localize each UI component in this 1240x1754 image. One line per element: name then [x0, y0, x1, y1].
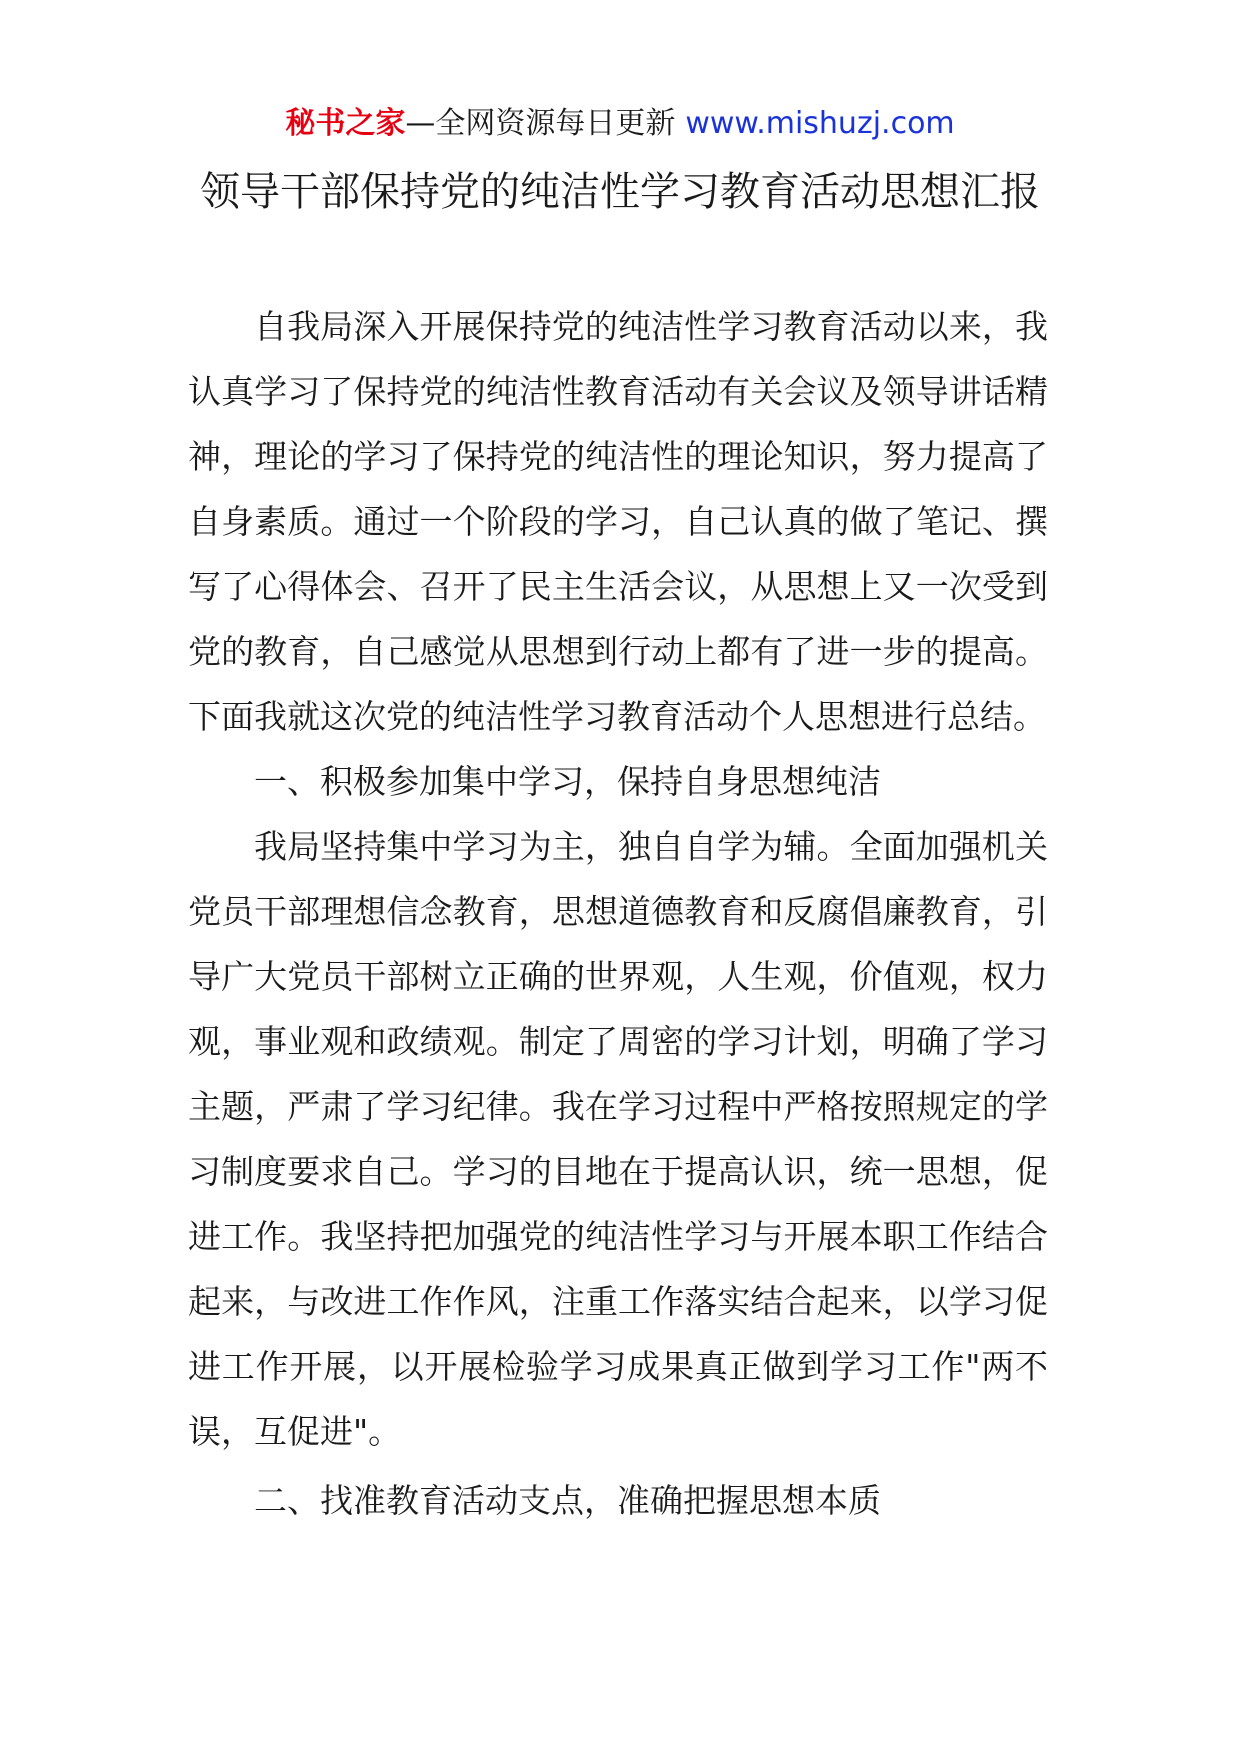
website-link[interactable]: www.mishuzj.com	[685, 106, 955, 141]
section-heading-2: 二、找准教育活动支点，准确把握思想本质	[254, 1481, 881, 1520]
document-title: 领导干部保持党的纯洁性学习教育活动思想汇报	[200, 169, 1040, 215]
section-heading-1: 一、积极参加集中学习，保持自身思想纯洁	[254, 762, 881, 801]
section-1-paragraph: 我局坚持集中学习为主，独自自学为辅。全面加强机关党员干部理想信念教育，思想道德教育和反腐倡廉教育，引导广大党员干部树立正确的世界观，人生观，价值观，权力观，事业观和政绩观。制定了周密的学习计划，明确了学习主题，严肃了学习纪律。我在学习过程中严格按照规定的学习制度要求自己。学习的目地在于提高认识，统一思想，促进工作。我坚持把加强党的纯洁性学习与开展本职工作结合起来，与改进工作作风，注重工作落实结合起来，以学习促进工作开展，以开展检验学习成果真正做到学习工作"两不误，互促进"。	[188, 827, 1048, 1451]
brand-name: 秘书之家	[285, 106, 406, 141]
site-header	[0, 102, 1240, 146]
document-body	[188, 294, 1048, 1533]
header-tagline: —全网资源每日更新	[405, 106, 676, 141]
intro-paragraph: 自我局深入开展保持党的纯洁性学习教育活动以来，我认真学习了保持党的纯洁性教育活动有关会议及领导讲话精神，理论的学习了保持党的纯洁性的理论知识，努力提高了自身素质。通过一个阶段的学习，自己认真的做了笔记、撰写了心得体会、召开了民主生活会议，从思想上又一次受到党的教育，自己感觉从思想到行动上都有了进一步的提高。下面我就这次党的纯洁性学习教育活动个人思想进行总结。	[188, 307, 1048, 736]
